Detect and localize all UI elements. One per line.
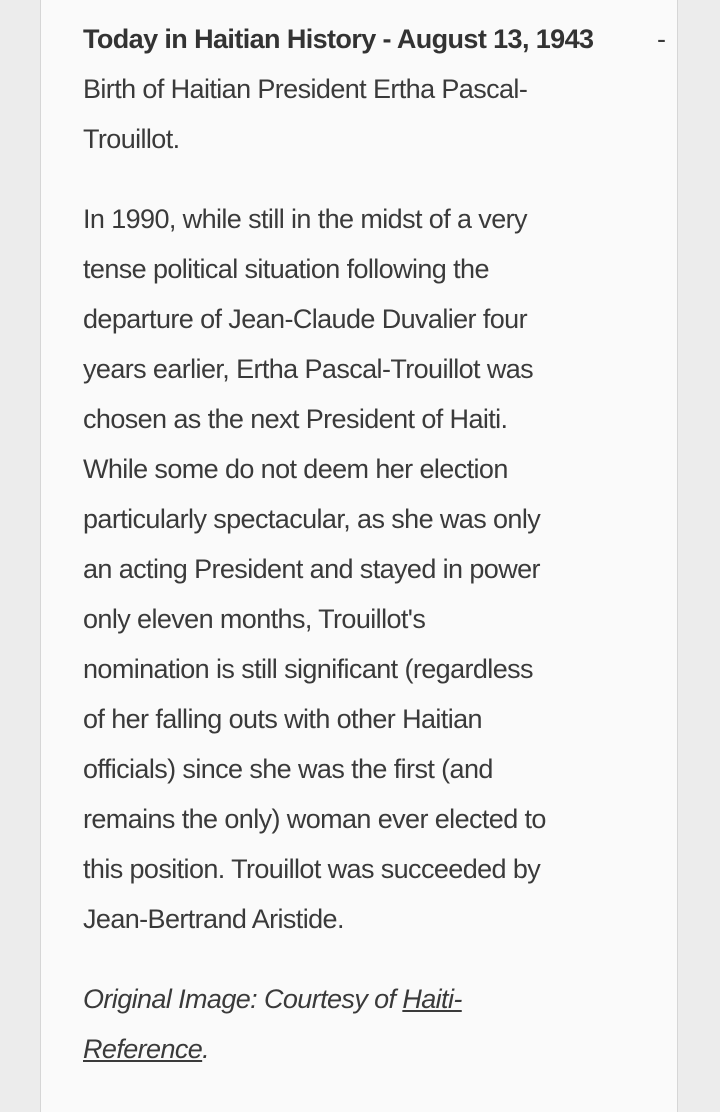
article-subtitle-line-1: Birth of Haitian President Ertha Pascal- — [83, 74, 528, 104]
article-intro — [83, 14, 673, 164]
image-caption — [83, 974, 673, 1074]
link-text-part-2[interactable]: Reference — [83, 1034, 203, 1064]
title-dash: - — [657, 24, 666, 54]
body-line: an acting President and stayed in power — [83, 554, 540, 584]
caption-prefix: Original Image: Courtesy of — [83, 984, 403, 1014]
link-text-part-1[interactable]: Haiti- — [402, 984, 462, 1014]
body-line: nomination is still significant (regardless — [83, 654, 533, 684]
article-body — [83, 194, 673, 944]
body-line: chosen as the next President of Haiti. — [83, 404, 508, 434]
body-line: this position. Trouillot was succeeded by — [83, 854, 541, 884]
body-line: While some do not deem her election — [83, 454, 508, 484]
body-line: years earlier, Ertha Pascal-Trouillot was — [83, 354, 534, 384]
article-subtitle-line-2: Trouillot. — [83, 124, 180, 154]
body-line: In 1990, while still in the midst of a very — [83, 204, 527, 234]
body-line: officials) since she was the first (and — [83, 754, 493, 784]
caption-suffix: . — [202, 1034, 210, 1064]
body-line: departure of Jean-Claude Duvalier four — [83, 304, 527, 334]
article-card — [40, 0, 678, 1112]
article-title: Today in Haitian History - August 13, 1943 — [83, 24, 594, 54]
body-line: Jean-Bertrand Aristide. — [83, 904, 344, 934]
article-content — [83, 14, 673, 1074]
body-line: particularly spectacular, as she was only — [83, 504, 541, 534]
body-line: of her falling outs with other Haitian — [83, 704, 482, 734]
body-line: remains the only) woman ever elected to — [83, 804, 546, 834]
body-line: tense political situation following the — [83, 254, 489, 284]
body-line: only eleven months, Trouillot's — [83, 604, 426, 634]
